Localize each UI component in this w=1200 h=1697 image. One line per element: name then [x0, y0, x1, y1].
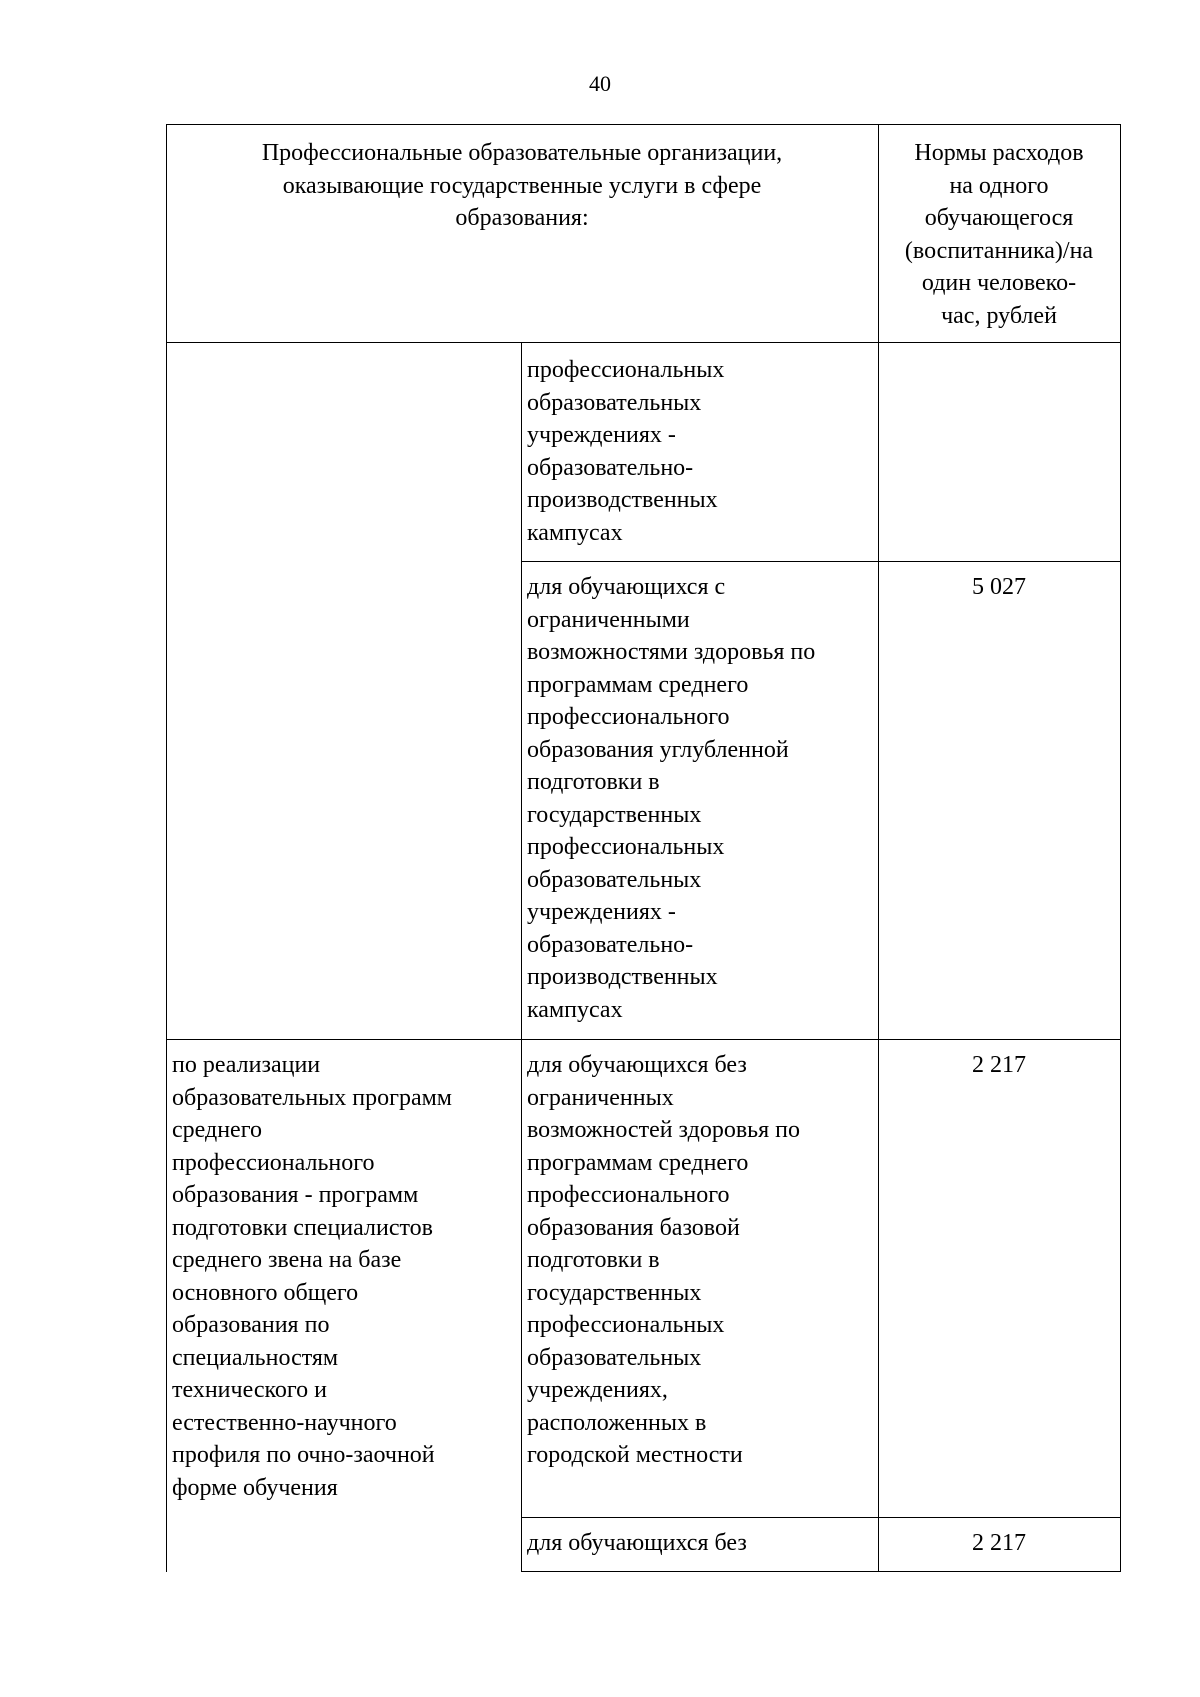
table-border-left: [166, 124, 167, 1572]
table-border-bottom: [521, 1571, 1121, 1572]
table-row-category: профессиональных образовательных учреждениях - образовательно- производственных кампусах: [527, 357, 725, 546]
header-norms: Нормы расходов на одного обучающегося (воспитанника)/на один человеко- час, рублей: [904, 140, 1094, 329]
row-border: [521, 1517, 1121, 1518]
table-row-category: для обучающихся с ограниченными возможностями здоровья по программам среднего профессионального образования углубленной подготовки в государственных профессиональных образовательных учреждениях - образовательно- производственных кампусах: [527, 574, 816, 1023]
table-row-category: для обучающихся без ограниченных возможностей здоровья по программам среднего профессионального образования базовой подготовки в государственных профессиональных образовательных учреждениях, расположенных в городской местности: [527, 1052, 800, 1468]
table-row-program: по реализации образовательных программ среднего профессионального образования - программ подготовки специалистов среднего звена на базе основного общего образования по специальностям технического и естественно-научного профиля по очно-заочной форме обучения: [172, 1052, 452, 1501]
page-number: 40: [589, 71, 611, 96]
column-divider: [521, 342, 522, 1572]
row-border: [521, 561, 1121, 562]
table-row-value: 2 217: [972, 1530, 1026, 1556]
header-row-border: [166, 342, 1121, 343]
table-border-right: [1120, 124, 1121, 1572]
table-border-top: [166, 124, 1121, 125]
table-row-value: 5 027: [972, 574, 1026, 600]
row-border: [166, 1039, 1121, 1040]
table-row-value: 2 217: [972, 1052, 1026, 1078]
header-organizations: Профессиональные образовательные организации, оказывающие государственные услуги в сфере образования:: [261, 140, 783, 231]
column-divider: [878, 124, 879, 1572]
table-row-category: для обучающихся без: [527, 1530, 747, 1556]
